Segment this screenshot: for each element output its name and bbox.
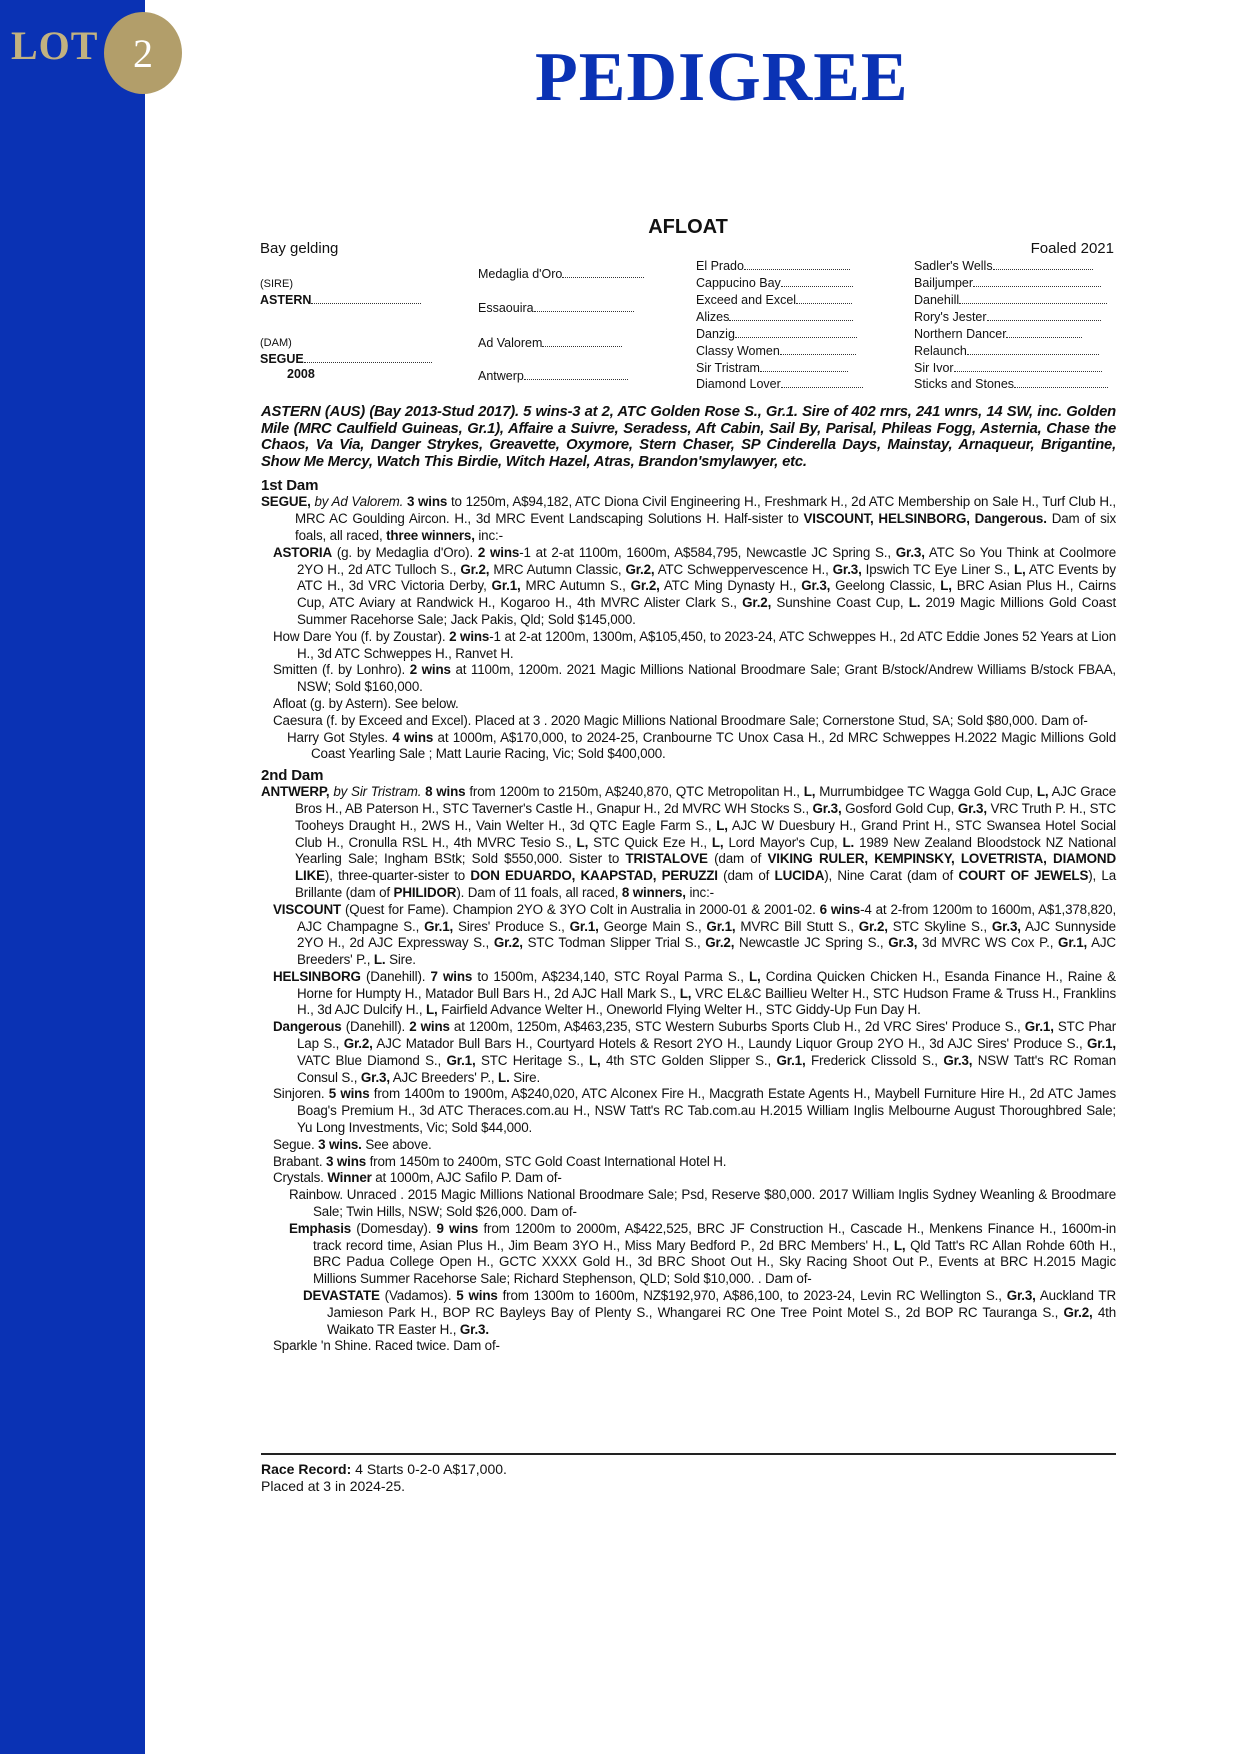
lot-label: LOT <box>11 23 99 68</box>
race-record-label: Race Record: <box>261 1461 352 1477</box>
dam-entry-segue: SEGUE, by Ad Valorem. 3 wins to 1250m, A$94,182, ATC Diona Civil Engineering H., Freshmark H., 2d ATC Membership on Sale H., Turf Club H., MRC AC Goulding Aircon. H., 3d MRC Event Landscaping Solutions H. Half-sister to VISCOUNT, HELSINBORG, Dangerous. Dam of six foals, all raced, three winners, inc:- <box>261 494 1117 543</box>
gen2-item: Antwerp <box>478 369 628 383</box>
gen4-item: Relaunch <box>914 344 1099 358</box>
second-dam-heading: 2nd Dam <box>261 767 324 785</box>
gen3-item: Cappucino Bay <box>696 276 853 290</box>
dam-entry-antwerp: ANTWERP, by Sir Tristram. 8 wins from 1200m to 2150m, A$240,870, QTC Metropolitan H., L, Murrumbidgee TC Wagga Gold Cup, L, AJC Grace Bros H., AB Paterson H., STC Taverner's Castle H., Gnapur H., 2d MVRC WH Stocks S., Gr.3, Gosford Gold Cup, Gr.3, VRC Truth P. H., STC Tooheys Draught H., 2WS H., Vain Welter H., 3d QTC Eagle Farm S., L, AJC W Duesbury H., Grand Print H., STC Swansea Hotel Social Club H., Cronulla RSL H., 4th MVRC Tesio S., L, STC Quick Eze H., L, Lord Mayor's Cup, L. 1989 New Zealand Bloodstock NZ National Yearling Sale; Ingham BStk; Sold $550,000. Sister to TRISTALOVE (dam of VIKING RULER, KEMPINSKY, LOVETRISTA, DIAMOND LIKE), three-quarter-sister to DON EDUARDO, KAAPSTAD, PERUZZI (dam of LUCIDA), Nine Carat (dam of COURT OF JEWELS), La Brillante (dam of PHILIDOR). Dam of 11 foals, all raced, 8 winners, inc:- <box>261 784 1117 900</box>
race-record <box>261 1461 507 1495</box>
progeny-entry-devastate: DEVASTATE (Vadamos). 5 wins from 1300m to 1600m, NZ$192,970, A$86,100, to 2023-24, Levin RC Wellington S., Gr.3, Auckland TR Jamieson Park H., BOP RC Bayleys Bay of Plenty S., Whangarei RC One Tree Point Motel S., 2d BOP RC Tauranga S., Gr.2, 4th Waikato TR Easter H., Gr.3. <box>303 1288 1117 1337</box>
gen2-item: Medaglia d'Oro <box>478 267 644 281</box>
foaled-year: Foaled 2021 <box>1030 240 1114 257</box>
gen3-item: Classy Women <box>696 344 856 358</box>
gen3-item: Exceed and Excel <box>696 293 852 307</box>
sire-summary: ASTERN (AUS) (Bay 2013-Stud 2017). 5 wins-3 at 2, ATC Golden Rose S., Gr.1. Sire of 402 rnrs, 241 wnrs, 14 SW, inc. Golden Mile (MRC Caulfield Guineas, Gr.1), Affaire a Suivre, Seradess, Aft Cabin, Sail By, Parisal, Phileas Fogg, Asternia, Chase the Chaos, Va Via, Danger Strykes, Greavette, Oxymore, Stern Chaser, SP Cinderella Days, Mainstay, Arnaqueur, Brigantine, Show Me Mercy, Watch This Birdie, Witch Hazel, Atras, Brandon'smylawyer, etc. <box>261 404 1116 470</box>
progeny-entry-afloat: Afloat (g. by Astern). See below. <box>273 695 459 711</box>
gen3-item: Diamond Lover <box>696 377 863 391</box>
progeny-entry-sparkle-n-shine: Sparkle 'n Shine. Raced twice. Dam of- <box>273 1338 500 1354</box>
catalogue-body <box>261 404 1116 1355</box>
pedigree-table <box>0 0 1241 400</box>
gen4-item: Rory's Jester <box>914 310 1101 324</box>
progeny-entry-how-dare-you: How Dare You (f. by Zoustar). 2 wins-1 at 2-at 1200m, 1300m, A$105,450, to 2023-24, ATC Schweppes H., 2d ATC Eddie Jones 52 Years at Lion H., 3d ATC Schweppes H., Ranvet H. <box>273 628 1116 661</box>
progeny-entry-helsinborg: HELSINBORG (Danehill). 7 wins to 1500m, A$234,140, STC Royal Parma S., L, Cordina Quicken Chicken H., Esanda Finance H., Raine & Horne for Humpty H., Matador Bull Bars H., 2d AJC Hall Mark S., L, VRC EL&C Baillieu Welter H., STC Hudson Frame & Truss H., Franklins H., 3d AJC Dulcify H., L, Fairfield Advance Welter H., Oneworld Flying Welter H., STC Giddy-Up Fun Day H. <box>273 968 1116 1018</box>
dam-name: SEGUE <box>260 352 432 366</box>
progeny-entry-sinjoren: Sinjoren. 5 wins from 1400m to 1900m, A$240,020, ATC Alconex Fire H., Macgrath Estate Agents H., Maybell Furniture Hire H., 2d ATC James Boag's Premium H., 3d ATC Theraces.com.au H., NSW Tatt's RC Tab.com.au H.2015 William Inglis Melbourne August Thoroughbred Sale; Yu Long Investments, Vic; Sold $44,000. <box>273 1086 1116 1136</box>
gen4-item: Sadler's Wells <box>914 259 1093 273</box>
progeny-entry-caesura: Caesura (f. by Exceed and Excel). Placed at 3 . 2020 Magic Millions National Broodmare Sale; Cornerstone Stud, SA; Sold $80,000. Dam of- <box>273 712 1088 728</box>
sex-colour: Bay gelding <box>260 240 339 257</box>
progeny-entry-viscount: VISCOUNT (Quest for Fame). Champion 2YO & 3YO Colt in Australia in 2000-01 & 2001-02. 6 wins-4 at 2-from 1200m to 1600m, A$1,378,820, AJC Champagne S., Gr.1, Sires' Produce S., Gr.1, George Main S., Gr.1, MVRC Bill Stutt S., Gr.2, STC Skyline S., Gr.3, AJC Sunnyside 2YO H., 2d AJC Expressway S., Gr.2, STC Todman Slipper Trial S., Gr.2, Newcastle JC Spring S., Gr.3, 3d MVRC WS Cox P., Gr.1, AJC Breeders' P., L. Sire. <box>273 901 1117 968</box>
progeny-entry-segue: Segue. 3 wins. See above. <box>273 1136 432 1152</box>
race-record-value: 4 Starts 0-2-0 A$17,000. <box>355 1461 507 1477</box>
progeny-entry-crystals: Crystals. Winner at 1000m, AJC Safilo P. Dam of- <box>273 1170 562 1186</box>
gen3-item: El Prado <box>696 259 850 273</box>
horse-name: AFLOAT <box>648 216 728 238</box>
lot-number-badge: 2 <box>104 12 182 94</box>
progeny-entry-brabant: Brabant. 3 wins from 1450m to 2400m, STC Gold Coast International Hotel H. <box>273 1153 727 1169</box>
gen2-item: Ad Valorem <box>478 336 622 350</box>
dam-label: (DAM) <box>260 337 292 349</box>
sire-name: ASTERN <box>260 293 421 307</box>
race-record-placed: Placed at 3 in 2024-25. <box>261 1478 405 1494</box>
divider-rule <box>261 1453 1116 1455</box>
first-dam-heading: 1st Dam <box>261 477 319 495</box>
progeny-entry-smitten: Smitten (f. by Lonhro). 2 wins at 1100m, 1200m. 2021 Magic Millions National Broodmare Sale; Grant B/stock/Andrew Williams B/stock FBAA, NSW; Sold $160,000. <box>273 662 1116 695</box>
progeny-entry-harry-got-styles: Harry Got Styles. 4 wins at 1000m, A$170,000, to 2024-25, Cranbourne TC Unox Casa H., 2d MRC Schweppes H.2022 Magic Millions Gold Coast Yearling Sale ; Matt Laurie Racing, Vic; Sold $400,000. <box>287 729 1117 762</box>
progeny-entry-dangerous: Dangerous (Danehill). 2 wins at 1200m, 1250m, A$463,235, STC Western Suburbs Sports Club H., 2d VRC Sires' Produce S., Gr.1, STC Phar Lap S., Gr.2, AJC Matador Bull Bars H., Courtyard Hotels & Resort 2YO H., Laundy Liquor Group 2YO H., 3d AJC Sires' Produce S., Gr.1, VATC Blue Diamond S., Gr.1, STC Heritage S., L, 4th STC Golden Slipper S., Gr.1, Frederick Clissold S., Gr.3, NSW Tatt's RC Roman Consul S., Gr.3, AJC Breeders' P., L. Sire. <box>273 1019 1117 1085</box>
progeny-entry-rainbow: Rainbow. Unraced . 2015 Magic Millions National Broodmare Sale; Psd, Reserve $80,000. 2017 William Inglis Sydney Weanling & Broodmare Sale; Twin Hills, NSW; Sold $26,000. Dam of- <box>289 1187 1116 1220</box>
gen4-item: Northern Dancer <box>914 327 1082 341</box>
progeny-entry-emphasis: Emphasis (Domesday). 9 wins from 1200m to 2000m, A$422,525, BRC JF Construction H., Cascade H., Menkens Finance H., 1600m-in track record time, Asian Plus H., Jim Beam 3YO H., Miss Mary Bedford P., 2d BRC Members' H., L, Qld Tatt's RC Allan Rohde 60th H., BRC Padua College Open H., GCTC XXXX Gold H., 3d BRC Shoot Out H., Sky Racing Shoot Out P., Events at BRC H.2015 Magic Millions Summer Racehorse Sale; Richard Stephenson, QLD; Sold $10,000. . Dam of- <box>289 1220 1117 1287</box>
progeny-entry-astoria: ASTORIA (g. by Medaglia d'Oro). 2 wins-1 at 2-at 1100m, 1600m, A$584,795, Newcastle JC Spring S., Gr.3, ATC So You Think at Coolmore 2YO H., 2d ATC Tulloch S., Gr.2, MRC Autumn Classic, Gr.2, ATC Schweppervescence H., Gr.3, Ipswich TC Eye Liner S., L, ATC Events by ATC H., 3d VRC Victoria Derby, Gr.1, MRC Autumn S., Gr.2, ATC Ming Dynasty H., Gr.3, Geelong Classic, L, BRC Asian Plus H., Cairns Cup, ATC Aviary at Randwick H., Kogaroo H., 4th MVRC Alister Clark S., Gr.2, Sunshine Coast Cup, L. 2019 Magic Millions Gold Coast Summer Racehorse Sale; Jack Pakis, Qld; Sold $145,000. <box>273 544 1117 627</box>
gen3-item: Sir Tristram <box>696 361 848 375</box>
gen3-item: Alizes <box>696 310 853 324</box>
gen4-item: Sir Ivor <box>914 361 1102 375</box>
dam-year: 2008 <box>287 367 315 381</box>
gen4-item: Danehill <box>914 293 1107 307</box>
gen4-item: Sticks and Stones <box>914 377 1108 391</box>
sire-label: (SIRE) <box>260 278 293 290</box>
gen4-item: Bailjumper <box>914 276 1101 290</box>
page-title: PEDIGREE <box>535 39 909 116</box>
gen2-item: Essaouira <box>478 301 634 315</box>
gen3-item: Danzig <box>696 327 857 341</box>
